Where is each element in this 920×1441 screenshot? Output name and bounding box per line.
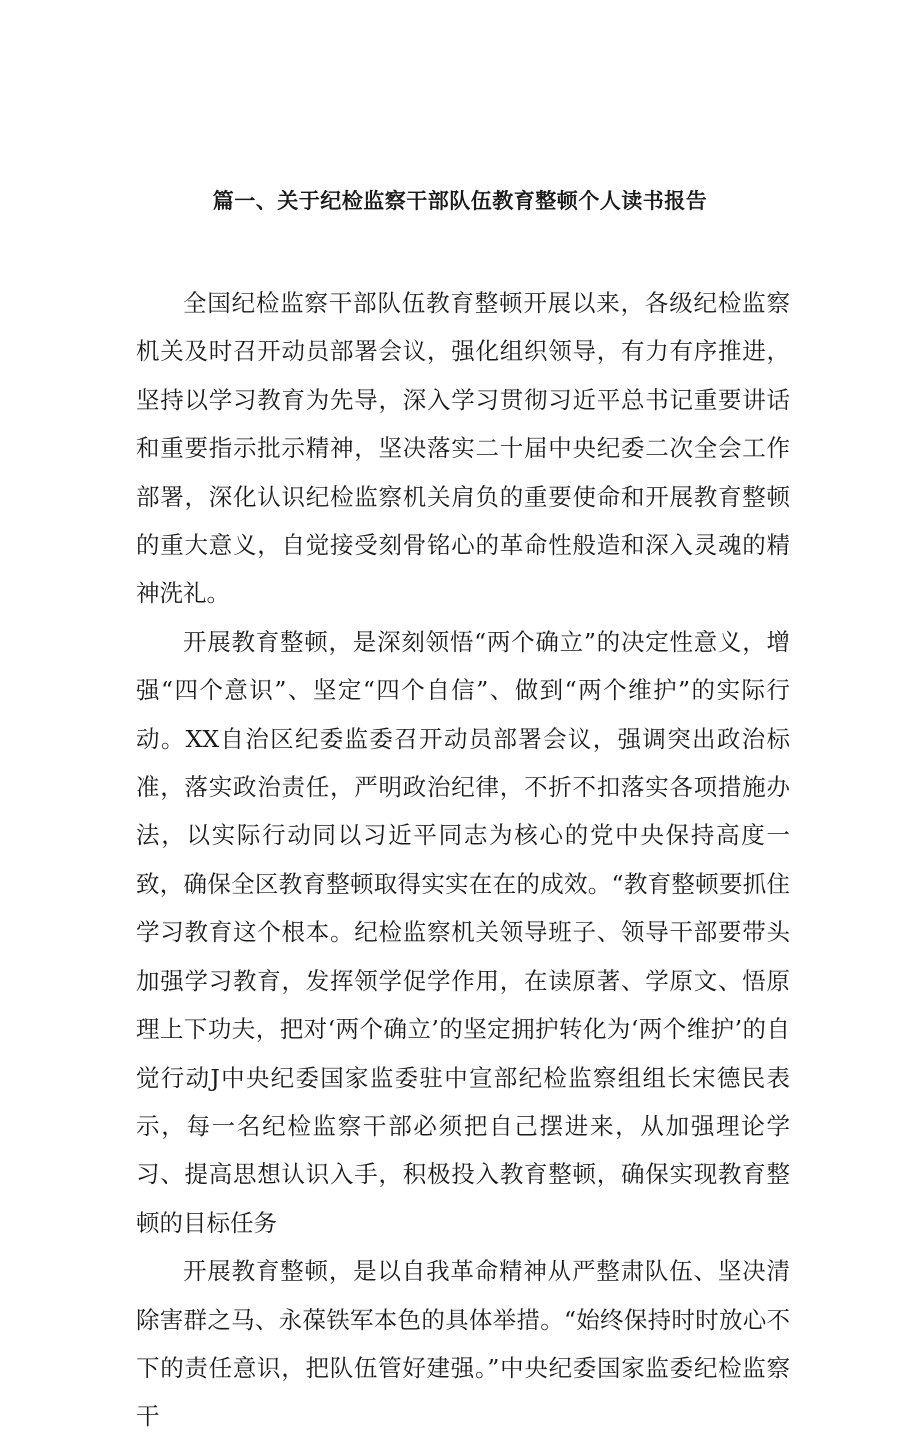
- document-title: 篇一、关于纪检监察干部队伍教育整顿个人读书报告: [212, 189, 708, 213]
- paragraph-3: 开展教育整顿，是以自我革命精神从严整肃队伍、坚决清除害群之马、永葆铁军本色的具体举措。“始终保持时时放心不下的责任意识，把队伍管好建强。”中央纪委国家监委纪检监察干: [136, 1257, 790, 1431]
- paragraph-1: 全国纪检监察干部队伍教育整顿开展以来，各级纪检监察机关及时召开动员部署会议，强化组织领导，有力有序推进，坚持以学习教育为先导，深入学习贯彻习近平总书记重要讲话和重要指示批示精神，坚决落实二十届中央纪委二次全会工作部署，深化认识纪检监察机关肩负的重要使命和开展教育整顿的重大意义，自觉接受刻骨铭心的革命性般造和深入灵魂的精神洗礼。: [136, 289, 790, 608]
- document-body: [136, 279, 790, 1441]
- paragraph-2: 开展教育整顿，是深刻领悟“两个确立”的决定性意义，增强“四个意识”、坚定“四个自信”、做到“两个维护”的实际行动。XX自治区纪委监委召开动员部署会议，强调突出政治标准，落实政治责任，严明政治纪律，不折不扣落实各项措施办法，以实际行动同以习近平同志为核心的党中央保持高度一致，确保全区教育整顿取得实实在在的成效。“教育整顿要抓住学习教育这个根本。纪检监察机关领导班子、领导干部要带头加强学习教育，发挥领学促学作用，在读原著、学原文、悟原理上下功夫，把对‘两个确立’的坚定拥护转化为‘两个维护’的自觉行动J中央纪委国家监委驻中宣部纪检监察组组长宋德民表示，每一名纪检监察干部必须把自己摆进来，从加强理论学习、提高思想认识入手，积极投入教育整顿，确保实现教育整顿的目标任务: [136, 627, 790, 1237]
